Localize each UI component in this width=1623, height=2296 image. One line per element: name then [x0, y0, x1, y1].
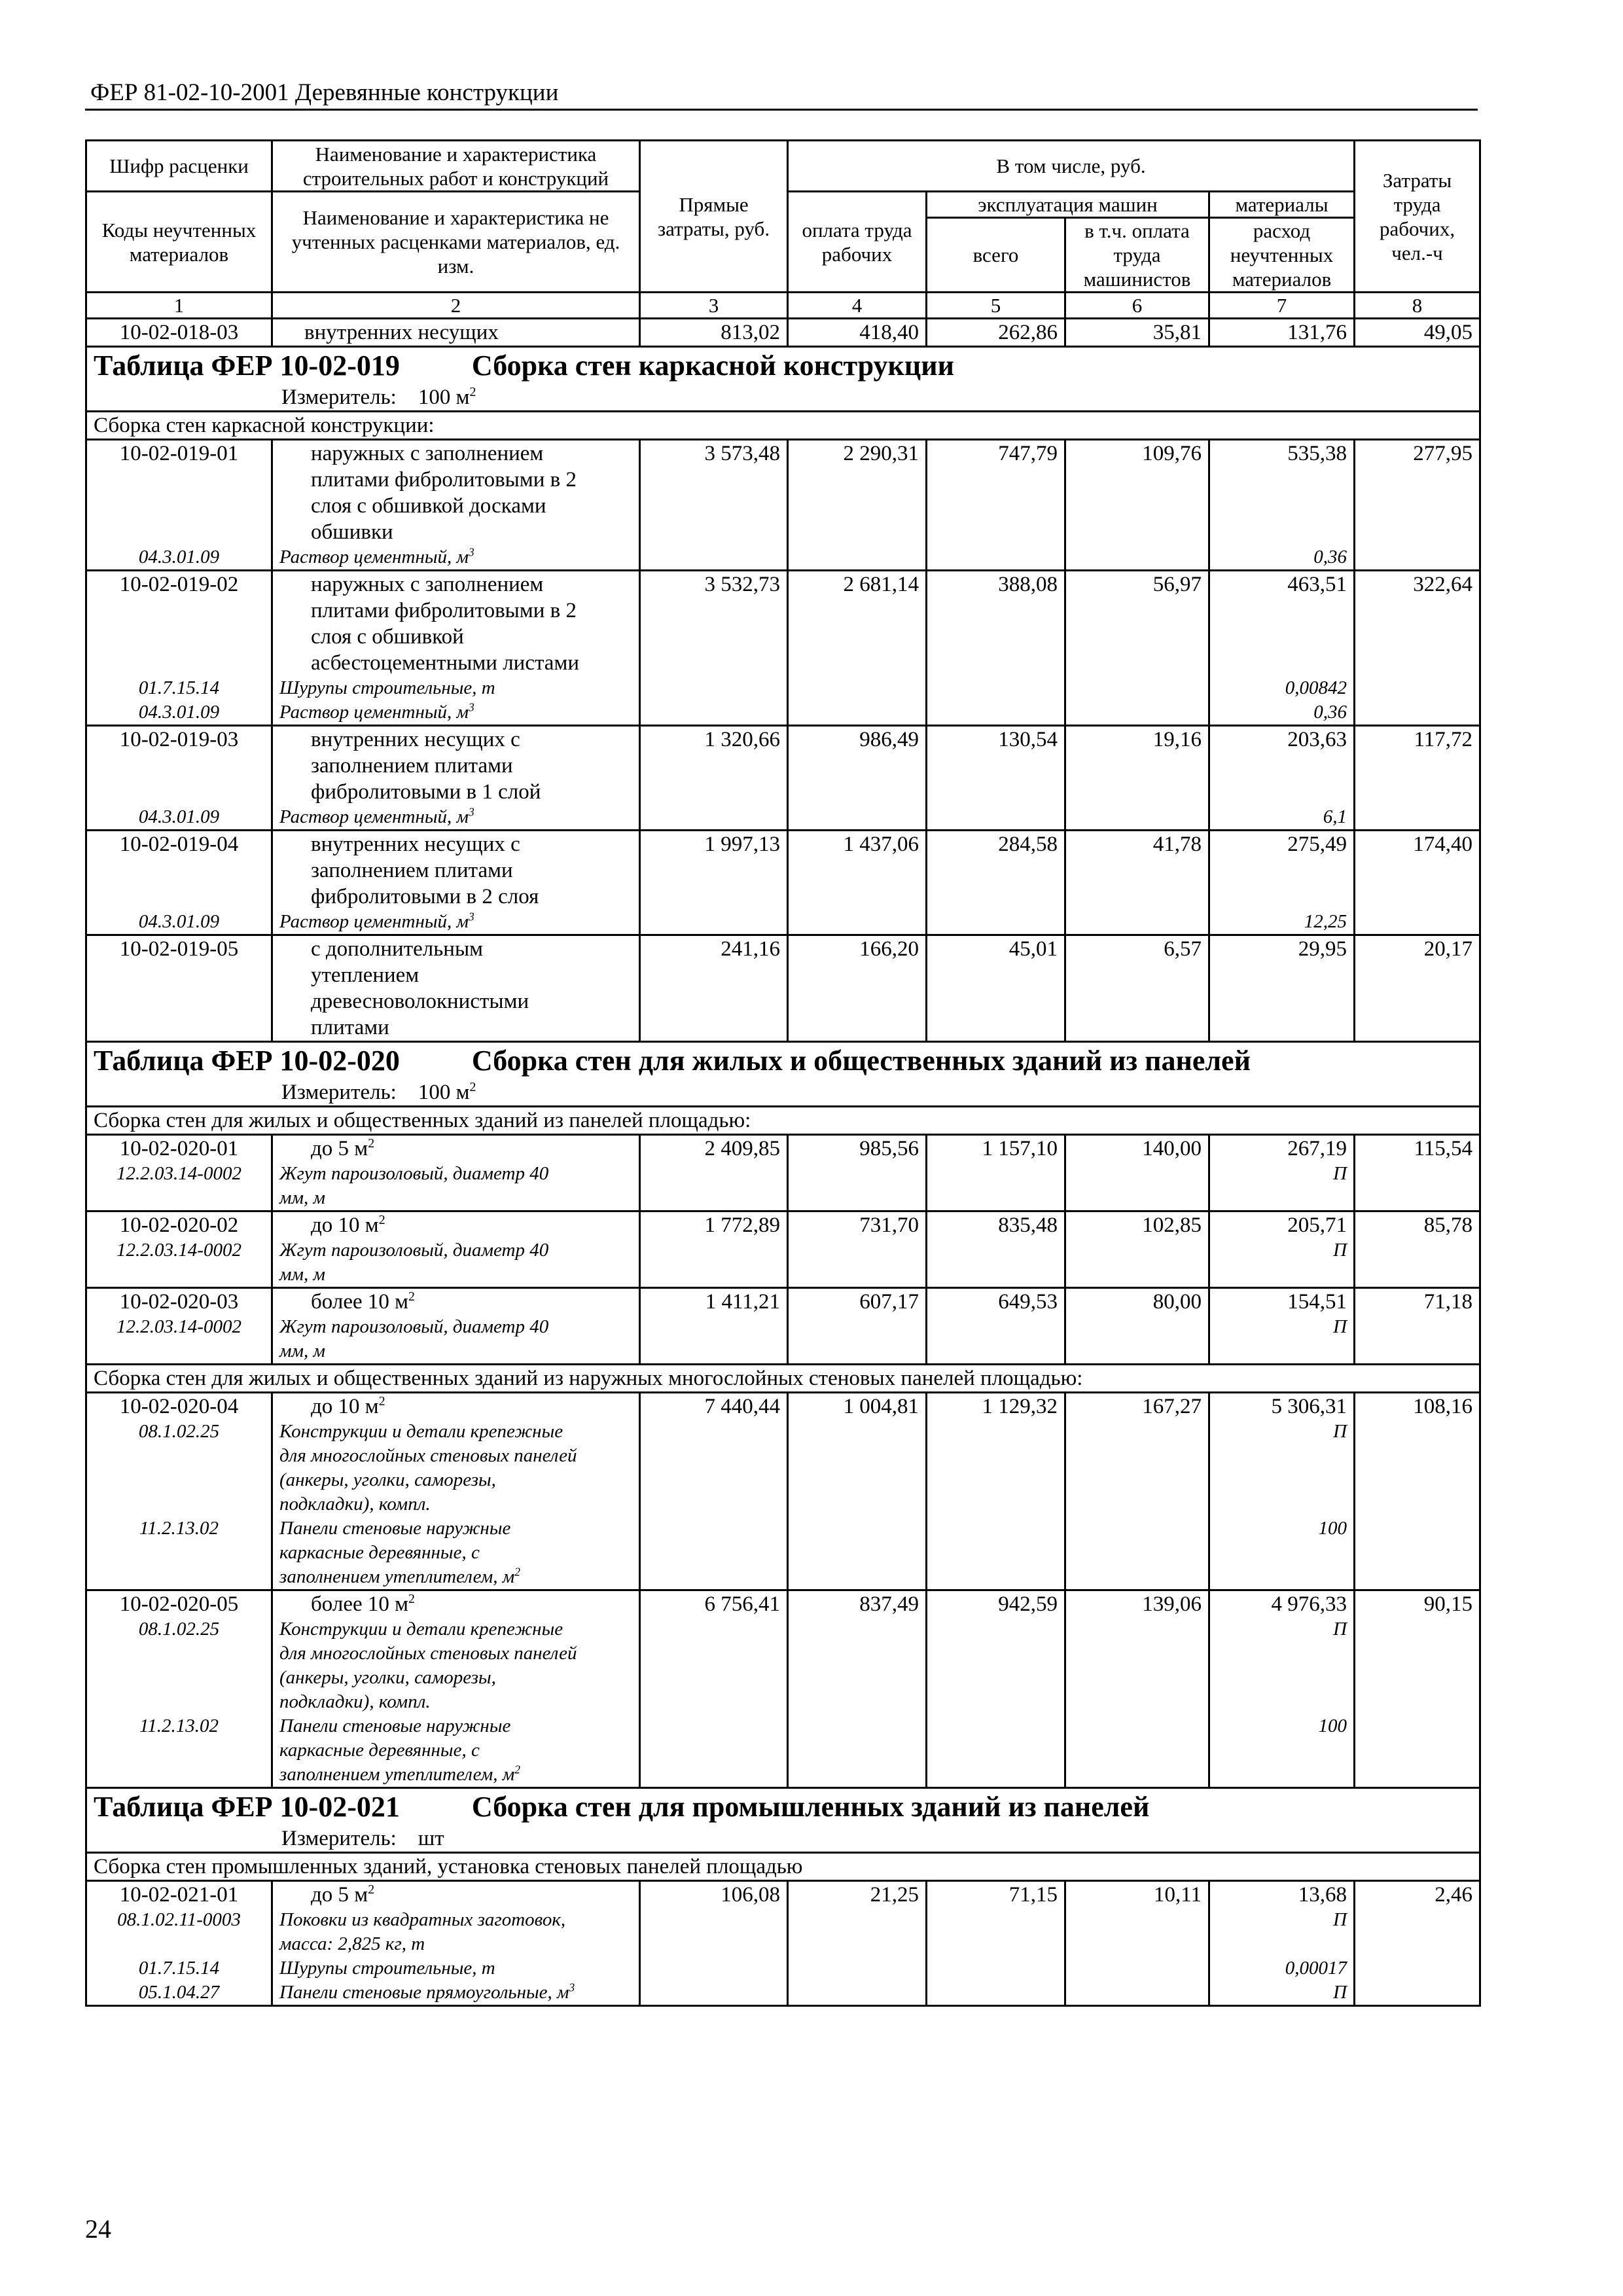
machines-total: 262,86 [927, 319, 1065, 347]
materials: 275,49 [1287, 833, 1347, 856]
th-machinist-wages: в т.ч. оплата труда машинистов [1065, 218, 1209, 293]
machines-total: 45,01 [927, 935, 1065, 1042]
material-name: Шурупы строительные, т [279, 1958, 495, 1979]
group-row [86, 1107, 1480, 1135]
table-row [86, 831, 1480, 935]
material-name: каркасные деревянные, с [279, 1740, 480, 1761]
material-code: 08.1.02.25 [138, 1619, 220, 1640]
table-row [86, 319, 1480, 347]
rate-code: 10-02-020-05 [119, 1592, 239, 1616]
th-machines: эксплуатация машин [927, 192, 1209, 218]
material-name: для многослойных стеновых панелей [279, 1445, 577, 1466]
rate-code: 10-02-020-01 [119, 1137, 239, 1160]
material-name: Конструкции и детали крепежные [279, 1619, 563, 1640]
group-row [86, 1365, 1480, 1393]
table-row [86, 571, 1480, 726]
work-name: заполнением плитами [311, 754, 513, 778]
direct-costs: 3 573,48 [640, 440, 788, 571]
wages: 2 290,31 [788, 440, 927, 571]
col-number: 2 [272, 293, 640, 319]
work-name: фибролитовыми в 1 слой [311, 780, 541, 804]
work-name: древесноволокнистыми [311, 990, 529, 1013]
work-name: наружных с заполнением [311, 573, 544, 596]
col-number: 8 [1355, 293, 1480, 319]
measure-sup: 2 [469, 1080, 476, 1094]
material-qty: 0,36 [1313, 702, 1347, 723]
material-name: Раствор цементный, $м^3$ [279, 700, 474, 723]
col-number: 3 [640, 293, 788, 319]
work-name: более 10 $м^2$ [311, 1289, 415, 1314]
work-name: до 5 $м^2$ [311, 1882, 375, 1907]
measure-label: Измеритель: [281, 1827, 397, 1850]
labor: 115,54 [1355, 1135, 1480, 1211]
machinist-wages: 140,00 [1065, 1135, 1209, 1211]
material-name: Раствор цементный, $м^3$ [279, 805, 474, 827]
measure [94, 1079, 1472, 1105]
material-name: Жгут пароизоловый, диаметр 40 [279, 1240, 549, 1261]
material-qty: П [1333, 1316, 1347, 1337]
material-code: 11.2.13.02 [139, 1715, 219, 1736]
work-name: более 10 $м^2$ [311, 1592, 415, 1616]
wages: 166,20 [788, 935, 927, 1042]
group-title: Сборка стен для жилых и общественных зданий из панелей площадью: [86, 1107, 1480, 1135]
work-name: фибролитовыми в 2 слоя [311, 885, 539, 908]
group-title: Сборка стен каркасной конструкции: [86, 412, 1480, 440]
wages: 2 681,14 [788, 571, 927, 726]
group-title: Сборка стен для жилых и общественных зданий из наружных многослойных стеновых панелей площадью: [86, 1365, 1480, 1393]
page-number: 24 [85, 2214, 111, 2244]
th-direct-costs: Прямые затраты, руб. [640, 141, 788, 293]
material-name: подкладки), компл. [279, 1691, 431, 1712]
material-qty: П [1333, 1909, 1347, 1930]
header-rule [85, 109, 1478, 111]
material-qty: П [1333, 1421, 1347, 1442]
direct-costs: 1 997,13 [640, 831, 788, 935]
material-code: 04.3.01.09 [138, 702, 220, 723]
machinist-wages: 6,57 [1065, 935, 1209, 1042]
wages: 1 437,06 [788, 831, 927, 935]
machines-total: 1 129,32 [927, 1393, 1065, 1590]
machines-total: 835,48 [927, 1211, 1065, 1288]
material-qty: П [1333, 1163, 1347, 1184]
material-code: 01.7.15.14 [138, 1958, 220, 1979]
materials: 154,51 [1287, 1290, 1347, 1314]
th-material-consumption: расход неучтенных материалов [1209, 218, 1355, 293]
material-name: Конструкции и детали крепежные [279, 1421, 563, 1442]
th-labor: Затраты труда рабочих, чел.-ч [1355, 141, 1480, 293]
work-name: плитами фибролитовыми в 2 [311, 599, 577, 622]
table-row [86, 726, 1480, 831]
group-row [86, 412, 1480, 440]
material-code: 08.1.02.25 [138, 1421, 220, 1442]
machines-total: 942,59 [927, 1590, 1065, 1788]
page-header-title: ФЕР 81-02-10-2001 Деревянные конструкции [90, 79, 559, 106]
machinist-wages: 19,16 [1065, 726, 1209, 831]
rate-code: 10-02-021-01 [119, 1883, 239, 1907]
rate-code: 10-02-019-04 [119, 833, 239, 856]
direct-costs: 1 411,21 [640, 1288, 788, 1365]
material-name: мм, м [279, 1264, 326, 1285]
materials: 4 976,33 [1271, 1592, 1347, 1616]
direct-costs: 3 532,73 [640, 571, 788, 726]
wages: 418,40 [788, 319, 927, 347]
work-name: плитами [311, 1016, 389, 1039]
rate-code: 10-02-019-02 [119, 573, 239, 596]
materials: 205,71 [1287, 1213, 1347, 1237]
machinist-wages: 167,27 [1065, 1393, 1209, 1590]
price-table [85, 139, 1481, 2007]
materials: 29,95 [1209, 935, 1355, 1042]
work-name: внутренних несущих с [311, 728, 520, 751]
materials: 5 306,31 [1271, 1395, 1347, 1418]
machinist-wages: 56,97 [1065, 571, 1209, 726]
material-qty: П [1333, 1982, 1347, 2003]
table-row [86, 1135, 1480, 1211]
work-name: наружных с заполнением [311, 442, 544, 465]
material-code: 05.1.04.27 [138, 1982, 220, 2003]
machines-total: 388,08 [927, 571, 1065, 726]
labor: 49,05 [1355, 319, 1480, 347]
material-qty: 0,36 [1313, 547, 1347, 567]
material-qty: 100 [1318, 1518, 1347, 1539]
machinist-wages: 80,00 [1065, 1288, 1209, 1365]
machinist-wages: 10,11 [1065, 1881, 1209, 2006]
materials: 203,63 [1287, 728, 1347, 751]
material-name: Панели стеновые прямоугольные, $м^3$ [279, 1981, 575, 2003]
machines-total: 649,53 [927, 1288, 1065, 1365]
direct-costs: 106,08 [640, 1881, 788, 2006]
material-qty: 12,25 [1304, 911, 1347, 932]
work-name: слоя с обшивкой досками [311, 494, 546, 518]
th-including: В том числе, руб. [788, 141, 1355, 192]
labor: 322,64 [1355, 571, 1480, 726]
work-name: слоя с обшивкой [311, 625, 464, 649]
material-name: Панели стеновые наружные [279, 1518, 511, 1539]
rate-code: 10-02-019-05 [86, 935, 272, 1042]
work-name: обшивки [311, 520, 393, 544]
material-name: Раствор цементный, $м^3$ [279, 910, 474, 932]
material-qty: 0,00842 [1285, 677, 1347, 698]
material-code: 08.1.02.11-0003 [117, 1909, 241, 1930]
material-code: 04.3.01.09 [138, 547, 220, 567]
materials: 463,51 [1287, 573, 1347, 596]
table-title: Таблица ФЕР 10-02-019 [94, 350, 400, 382]
materials: 13,68 [1298, 1883, 1347, 1907]
direct-costs: 1 320,66 [640, 726, 788, 831]
labor: 174,40 [1355, 831, 1480, 935]
table-name: Сборка стен для промышленных зданий из панелей [471, 1791, 1150, 1823]
table-row [86, 1211, 1480, 1288]
table-title: Таблица ФЕР 10-02-021 [94, 1791, 400, 1823]
wages: 607,17 [788, 1288, 927, 1365]
machinist-wages: 102,85 [1065, 1211, 1209, 1288]
measure-label: Измеритель: [281, 1081, 397, 1104]
material-name: для многослойных стеновых панелей [279, 1643, 577, 1664]
machinist-wages: 35,81 [1065, 319, 1209, 347]
material-qty: П [1333, 1619, 1347, 1640]
wages: 837,49 [788, 1590, 927, 1788]
work-name: с дополнительным [311, 937, 484, 961]
table-row [86, 440, 1480, 571]
direct-costs: 241,16 [640, 935, 788, 1042]
col-number: 4 [788, 293, 927, 319]
table-name: Сборка стен каркасной конструкции [471, 350, 954, 382]
th-wages: оплата труда рабочих [788, 192, 927, 293]
labor: 71,18 [1355, 1288, 1480, 1365]
rate-code: 10-02-020-03 [119, 1290, 239, 1314]
labor: 2,46 [1355, 1881, 1480, 2006]
table-row [86, 1393, 1480, 1590]
machinist-wages: 139,06 [1065, 1590, 1209, 1788]
table-section-header [86, 1788, 1480, 1853]
work-name: до 10 $м^2$ [311, 1394, 385, 1418]
table-section-header [86, 1042, 1480, 1107]
measure-sup: 2 [469, 385, 476, 399]
measure-label: Измеритель: [281, 386, 397, 409]
material-name: заполнением утеплителем, $м^2$ [279, 1565, 520, 1587]
material-code: 12.2.03.14-0002 [116, 1240, 241, 1261]
material-qty: 0,00017 [1285, 1958, 1347, 1979]
rate-code: 10-02-019-01 [119, 442, 239, 465]
wages: 985,56 [788, 1135, 927, 1211]
machines-total: 130,54 [927, 726, 1065, 831]
work-name: утеплением [311, 963, 419, 987]
measure-value: 100 м [418, 386, 470, 409]
rate-code: 10-02-018-03 [86, 319, 272, 347]
material-qty: 100 [1318, 1715, 1347, 1736]
work-name: до 5 $м^2$ [311, 1136, 375, 1160]
table-row [86, 1590, 1480, 1788]
labor: 108,16 [1355, 1393, 1480, 1590]
table-title: Таблица ФЕР 10-02-020 [94, 1045, 400, 1077]
machinist-wages: 41,78 [1065, 831, 1209, 935]
wages: 731,70 [788, 1211, 927, 1288]
rate-code: 10-02-020-02 [119, 1213, 239, 1237]
direct-costs: 813,02 [640, 319, 788, 347]
direct-costs: 1 772,89 [640, 1211, 788, 1288]
th-machines-total: всего [927, 218, 1065, 293]
work-name: внутренних несущих с [311, 833, 520, 856]
wages: 986,49 [788, 726, 927, 831]
material-name: Шурупы строительные, т [279, 677, 495, 698]
material-name: каркасные деревянные, с [279, 1542, 480, 1563]
material-qty: П [1333, 1240, 1347, 1261]
work-name: асбестоцементными листами [311, 651, 579, 675]
table-row [86, 1881, 1480, 2006]
direct-costs: 7 440,44 [640, 1393, 788, 1590]
table-row [86, 935, 1480, 1042]
machines-total: 71,15 [927, 1881, 1065, 2006]
material-name: мм, м [279, 1340, 326, 1361]
material-code: 11.2.13.02 [139, 1518, 219, 1539]
work-name: до 10 $м^2$ [311, 1213, 385, 1237]
labor: 20,17 [1355, 935, 1480, 1042]
material-name: мм, м [279, 1187, 326, 1208]
material-name: (анкеры, уголки, саморезы, [279, 1469, 496, 1490]
col-number-row [86, 293, 1480, 319]
material-name: Жгут пароизоловый, диаметр 40 [279, 1316, 549, 1337]
col-number: 5 [927, 293, 1065, 319]
th-code: Шифр расценки [86, 141, 272, 192]
labor: 90,15 [1355, 1590, 1480, 1788]
material-name: Панели стеновые наружные [279, 1715, 511, 1736]
material-name: Раствор цементный, $м^3$ [279, 545, 474, 567]
measure-value: 100 м [418, 1081, 470, 1104]
material-code: 04.3.01.09 [138, 806, 220, 827]
labor: 117,72 [1355, 726, 1480, 831]
material-name: (анкеры, уголки, саморезы, [279, 1667, 496, 1688]
th-material-names: Наименование и характеристика не учтенных расценками материалов, ед. изм. [272, 192, 640, 293]
materials: 131,76 [1209, 319, 1355, 347]
material-code: 04.3.01.09 [138, 911, 220, 932]
material-code: 01.7.15.14 [138, 677, 220, 698]
labor: 277,95 [1355, 440, 1480, 571]
measure [94, 384, 1472, 410]
work-name: внутренних несущих [272, 319, 640, 347]
machines-total: 284,58 [927, 831, 1065, 935]
group-row [86, 1853, 1480, 1881]
material-name: масса: 2,825 кг, т [279, 1933, 425, 1954]
col-number: 1 [86, 293, 272, 319]
group-title: Сборка стен промышленных зданий, установка стеновых панелей площадью [86, 1853, 1480, 1881]
material-code: 12.2.03.14-0002 [116, 1163, 241, 1184]
material-code: 12.2.03.14-0002 [116, 1316, 241, 1337]
measure-value: шт [418, 1827, 444, 1850]
table-name: Сборка стен для жилых и общественных зданий из панелей [471, 1045, 1251, 1077]
machines-total: 1 157,10 [927, 1135, 1065, 1211]
machinist-wages: 109,76 [1065, 440, 1209, 571]
th-name: Наименование и характеристика строительных работ и конструкций [272, 141, 640, 192]
material-name: подкладки), компл. [279, 1494, 431, 1515]
direct-costs: 6 756,41 [640, 1590, 788, 1788]
table-row [86, 1288, 1480, 1365]
work-name: плитами фибролитовыми в 2 [311, 468, 577, 492]
material-name: Поковки из квадратных заготовок, [279, 1909, 566, 1930]
materials: 535,38 [1287, 442, 1347, 465]
materials: 267,19 [1287, 1137, 1347, 1160]
col-number: 7 [1209, 293, 1355, 319]
table-section-header [86, 347, 1480, 412]
rate-code: 10-02-020-04 [119, 1395, 239, 1418]
wages: 21,25 [788, 1881, 927, 2006]
measure [94, 1825, 1472, 1852]
material-name: Жгут пароизоловый, диаметр 40 [279, 1163, 549, 1184]
th-material-codes: Коды неучтенных материалов [86, 192, 272, 293]
wages: 1 004,81 [788, 1393, 927, 1590]
material-name: заполнением утеплителем, $м^2$ [279, 1763, 520, 1785]
col-number: 6 [1065, 293, 1209, 319]
th-materials: материалы [1209, 192, 1355, 218]
work-name: заполнением плитами [311, 859, 513, 882]
material-qty: 6,1 [1323, 806, 1347, 827]
labor: 85,78 [1355, 1211, 1480, 1288]
direct-costs: 2 409,85 [640, 1135, 788, 1211]
machines-total: 747,79 [927, 440, 1065, 571]
rate-code: 10-02-019-03 [119, 728, 239, 751]
